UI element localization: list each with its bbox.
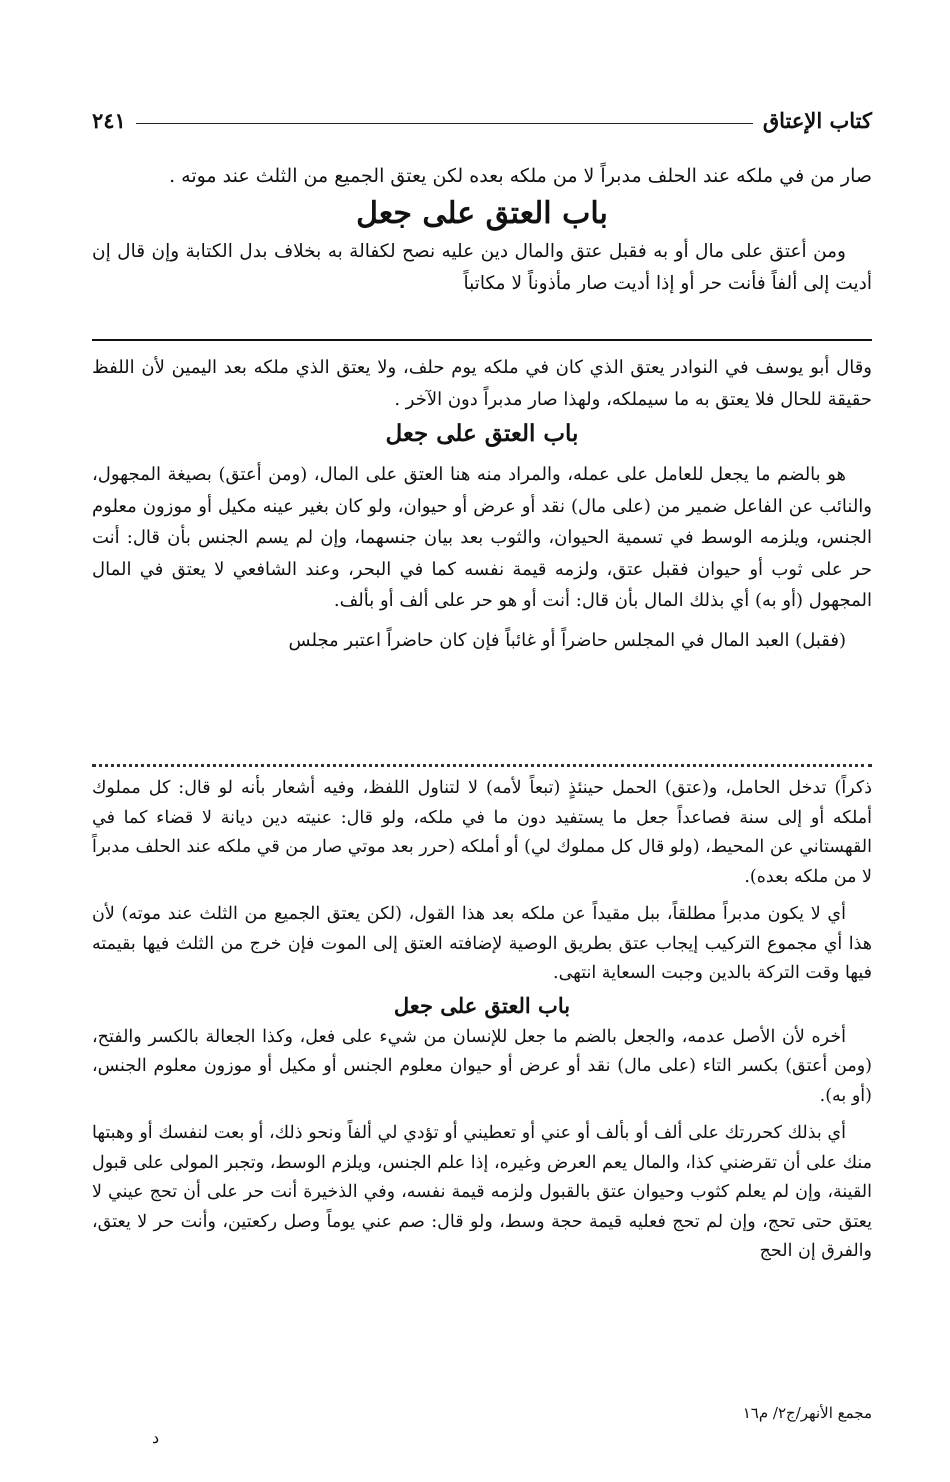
commentary-chapter-heading: باب العتق على جعل — [385, 420, 579, 447]
signature-mark: مجمع الأنهر/ج٢/ م١٦ — [742, 1404, 872, 1422]
commentary-second — [92, 774, 872, 1267]
commentary-paragraph: أي بذلك كحررتك على ألف أو بألف أو عني أو تعطيني أو تؤدي لي ألفاً ونحو ذلك، أو بعت لنفسك أو وهبتها منك على أن تقرضني كذا، والمال يعم العرض وغيره، إذا علم الجنس، ويلزم الوسط، وتجبر المولى على قبول القينة، وإن لم يعلم كثوب وحيوان عتق بالقبول ولزمه قيمة نفسه، وفي الذخيرة أنت حر على أن تحج عيني لا يعتق حتى تحج، وإن لم تحج فعليه قيمة حجة وسط، ولو قال: صم عني يوماً وصل ركعتين، وأنت حر لا يعتق، والفرق إن الحج — [92, 1123, 872, 1261]
matn-continuation: صار من في ملكه عند الحلف مدبراً لا من ملكه بعده لكن يعتق الجميع من الثلث عند موته . — [169, 165, 872, 187]
commentary-paragraph: هو بالضم ما يجعل للعامل على عمله، والمراد منه هنا العتق على المال، (ومن أعتق) بصيغة المجهول، والنائب عن الفاعل ضمير من (على مال) نقد أو عرض أو حيوان، ولو كان بغير عينه مكيل أو موزون معلوم الجنس، ويلزمه الوسط في تسمية الحيوان، والثوب بعد بيان جنسهما، وإن لم يسم الجنس بأن قال: أنت حر على ثوب أو حيوان فقبل عتق، ولزمه قيمة نفسه كما في البحر، وعند الشافعي لا يعتق في المال المجهول (أو به) أي بذلك المال بأن قال: أنت أو هو حر على ألف أو بألف. — [92, 464, 872, 611]
page-header — [92, 100, 872, 140]
matn-top — [92, 160, 872, 300]
commentary-paragraph: أخره لأن الأصل عدمه، والجعل بالضم ما جعل للإنسان من شيء على فعل، وكذا الجعالة بالكسر والفتح، (ومن أعتق) بكسر التاء (على مال) نقد أو عرض أو حيوان معلوم الجنس أو مكيل أو موزون معلوم الجنس، (أو به). — [92, 1026, 872, 1106]
book-section-title: كتاب الإعتاق — [762, 107, 872, 133]
commentary-text: وقال أبو يوسف في النوادر يعتق الذي كان في ملكه يوم حلف، ولا يعتق الذي ملكه بعد اليمين لأن اللفظ حقيقة للحال فلا يعتق به ما سيملكه، ولهذا صار مدبراً دون الآخر . — [92, 357, 872, 410]
page-number: ٢٤١ — [92, 107, 126, 133]
page-footer — [92, 1398, 872, 1447]
commentary-paragraph: أي لا يكون مدبراً مطلقاً، ببل مقيداً عن ملكه بعد هذا القول، (لكن يعتق الجميع من الثلث عند موته) لأن هذا أي مجموع التركيب إيجاب عتق بطريق الوصية لإضافته العتق إلى الموت فإن خرج من الثلث فيها بقيمته فيها وقت التركة بالدين وجبت السعاية انتهى. — [92, 904, 872, 983]
gathering-mark: د — [152, 1428, 160, 1447]
commentary-paragraph: (فقبل) العبد المال في المجلس حاضراً أو غائباً فإن كان حاضراً اعتبر مجلس — [288, 629, 846, 651]
commentary-first — [92, 352, 872, 656]
matn-divider — [92, 339, 872, 341]
matn-chapter-heading: باب العتق على جعل — [356, 196, 608, 231]
header-rule — [136, 123, 753, 124]
commentary-chapter-heading: باب العتق على جعل — [393, 992, 571, 1018]
dotted-separator — [92, 764, 872, 767]
matn-text: ومن أعتق على مال أو به فقبل عتق والمال دين عليه نصح لكفالة به بخلاف بدل الكتابة وإن قال إن أديت إلى ألفاً فأنت حر أو إذا أديت صار مأذوناً لا مكاتباً — [92, 241, 872, 294]
commentary-paragraph: ذكراً) تدخل الحامل، و(عتق) الحمل حينئذٍ (تبعاً لأمه) لا لتناول اللفظ، وفيه أشعار بأنه لو قال: كل مملوك أملكه أو إلى سنة فصاعداً جعل ما يستفيد دون ما في ملكه، ولو قال: عنيته دين ديانة لا قضاء كما في القهستاني عن المحيط، (ولو قال كل مملوك لي) أو أملكه (حرر بعد موتي صار من قي ملكه عند الحلف مدبراً لا من ملكه بعده). — [92, 778, 872, 887]
